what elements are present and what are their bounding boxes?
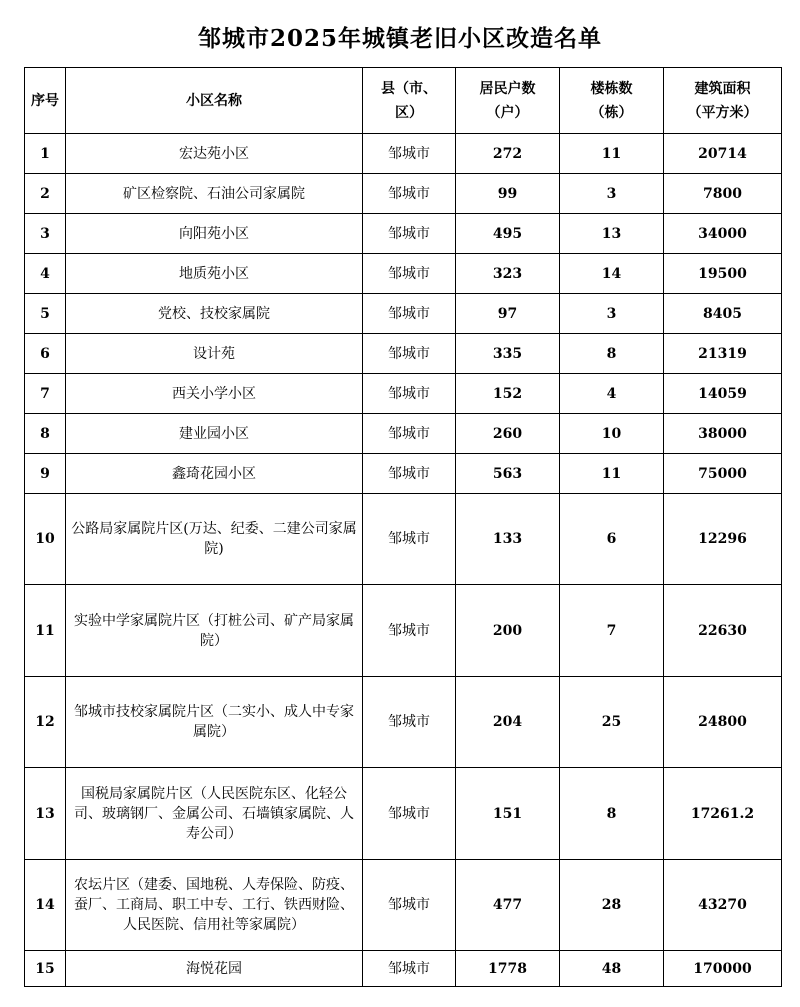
table-row	[25, 174, 782, 214]
header-households-line1: 居民户数	[479, 80, 536, 97]
cell-county: 邹城市	[363, 334, 456, 374]
cell-households: 335	[456, 334, 560, 374]
cell-county: 邹城市	[363, 214, 456, 254]
cell-county: 邹城市	[363, 585, 456, 677]
cell-buildings: 8	[560, 334, 664, 374]
page-title: 邹城市2025年城镇老旧小区改造名单	[197, 25, 602, 52]
cell-buildings: 3	[560, 294, 664, 334]
cell-index: 10	[25, 494, 66, 585]
cell-county: 邹城市	[363, 294, 456, 334]
cell-county: 邹城市	[363, 768, 456, 860]
cell-area: 38000	[664, 414, 782, 454]
cell-name: 鑫琦花园小区	[66, 454, 363, 494]
cell-index: 2	[25, 174, 66, 214]
cell-index: 8	[25, 414, 66, 454]
cell-index: 7	[25, 374, 66, 414]
cell-area: 8405	[664, 294, 782, 334]
cell-households: 260	[456, 414, 560, 454]
cell-buildings: 48	[560, 951, 664, 987]
cell-index: 12	[25, 677, 66, 768]
cell-households: 151	[456, 768, 560, 860]
cell-area: 14059	[664, 374, 782, 414]
cell-name: 矿区检察院、石油公司家属院	[66, 174, 363, 214]
cell-county: 邹城市	[363, 374, 456, 414]
cell-households: 200	[456, 585, 560, 677]
cell-county: 邹城市	[363, 414, 456, 454]
cell-index: 1	[25, 134, 66, 174]
header-area-line2: （平方米）	[687, 104, 758, 121]
cell-households: 97	[456, 294, 560, 334]
cell-county: 邹城市	[363, 254, 456, 294]
table-row	[25, 134, 782, 174]
cell-buildings: 25	[560, 677, 664, 768]
cell-county: 邹城市	[363, 677, 456, 768]
table-header	[25, 68, 782, 134]
cell-area: 21319	[664, 334, 782, 374]
cell-households: 99	[456, 174, 560, 214]
cell-name: 邹城市技校家属院片区（二实小、成人中专家属院）	[66, 677, 363, 768]
cell-buildings: 13	[560, 214, 664, 254]
cell-buildings: 7	[560, 585, 664, 677]
cell-area: 20714	[664, 134, 782, 174]
cell-area: 43270	[664, 860, 782, 951]
table-row	[25, 254, 782, 294]
cell-buildings: 28	[560, 860, 664, 951]
cell-name: 设计苑	[66, 334, 363, 374]
table-row	[25, 214, 782, 254]
cell-buildings: 3	[560, 174, 664, 214]
cell-area: 22630	[664, 585, 782, 677]
header-buildings	[560, 68, 664, 134]
cell-name: 宏达苑小区	[66, 134, 363, 174]
cell-county: 邹城市	[363, 134, 456, 174]
cell-index: 15	[25, 951, 66, 987]
cell-index: 3	[25, 214, 66, 254]
header-area	[664, 68, 782, 134]
cell-area: 12296	[664, 494, 782, 585]
header-index: 序号	[25, 68, 66, 134]
table-row	[25, 677, 782, 768]
cell-buildings: 11	[560, 134, 664, 174]
cell-buildings: 14	[560, 254, 664, 294]
cell-households: 1778	[456, 951, 560, 987]
cell-index: 14	[25, 860, 66, 951]
cell-households: 152	[456, 374, 560, 414]
cell-name: 党校、技校家属院	[66, 294, 363, 334]
cell-county: 邹城市	[363, 860, 456, 951]
header-county-line2: 区）	[395, 104, 423, 121]
cell-area: 17261.2	[664, 768, 782, 860]
cell-name: 地质苑小区	[66, 254, 363, 294]
header-households-line2: （户）	[486, 104, 529, 121]
cell-area: 75000	[664, 454, 782, 494]
cell-county: 邹城市	[363, 951, 456, 987]
table-row	[25, 768, 782, 860]
table-body	[25, 134, 782, 987]
cell-buildings: 4	[560, 374, 664, 414]
cell-area: 24800	[664, 677, 782, 768]
cell-area: 7800	[664, 174, 782, 214]
cell-county: 邹城市	[363, 494, 456, 585]
cell-name: 实验中学家属院片区（打桩公司、矿产局家属院）	[66, 585, 363, 677]
cell-households: 563	[456, 454, 560, 494]
cell-households: 477	[456, 860, 560, 951]
header-row	[25, 68, 782, 134]
cell-county: 邹城市	[363, 174, 456, 214]
cell-buildings: 11	[560, 454, 664, 494]
cell-name: 建业园小区	[66, 414, 363, 454]
cell-index: 13	[25, 768, 66, 860]
header-households	[456, 68, 560, 134]
cell-index: 4	[25, 254, 66, 294]
table-row	[25, 334, 782, 374]
cell-name: 农坛片区（建委、国地税、人寿保险、防疫、蚕厂、工商局、职工中专、工行、铁西财险、人民医院、信用社等家属院）	[66, 860, 363, 951]
header-name: 小区名称	[66, 68, 363, 134]
cell-county: 邹城市	[363, 454, 456, 494]
table-row	[25, 294, 782, 334]
cell-index: 11	[25, 585, 66, 677]
cell-households: 133	[456, 494, 560, 585]
cell-index: 6	[25, 334, 66, 374]
table-row	[25, 951, 782, 987]
cell-area: 34000	[664, 214, 782, 254]
header-county	[363, 68, 456, 134]
cell-buildings: 10	[560, 414, 664, 454]
header-area-line1: 建筑面积	[694, 80, 751, 97]
cell-name: 公路局家属院片区(万达、纪委、二建公司家属院)	[66, 494, 363, 585]
cell-households: 204	[456, 677, 560, 768]
table-row	[25, 860, 782, 951]
table-row	[25, 585, 782, 677]
cell-households: 495	[456, 214, 560, 254]
cell-households: 272	[456, 134, 560, 174]
renovation-table	[24, 67, 782, 987]
cell-index: 5	[25, 294, 66, 334]
cell-name: 西关小学小区	[66, 374, 363, 414]
table-row	[25, 374, 782, 414]
header-buildings-line2: （栋）	[590, 104, 633, 121]
cell-name: 国税局家属院片区（人民医院东区、化轻公司、玻璃钢厂、金属公司、石墙镇家属院、人寿公司）	[66, 768, 363, 860]
cell-index: 9	[25, 454, 66, 494]
cell-area: 19500	[664, 254, 782, 294]
header-buildings-line1: 楼栋数	[590, 80, 633, 97]
cell-buildings: 8	[560, 768, 664, 860]
cell-households: 323	[456, 254, 560, 294]
table-row	[25, 494, 782, 585]
cell-buildings: 6	[560, 494, 664, 585]
table-row	[25, 414, 782, 454]
header-county-line1: 县（市、	[381, 80, 437, 97]
cell-name: 海悦花园	[66, 951, 363, 987]
cell-name: 向阳苑小区	[66, 214, 363, 254]
cell-area: 170000	[664, 951, 782, 987]
table-row	[25, 454, 782, 494]
